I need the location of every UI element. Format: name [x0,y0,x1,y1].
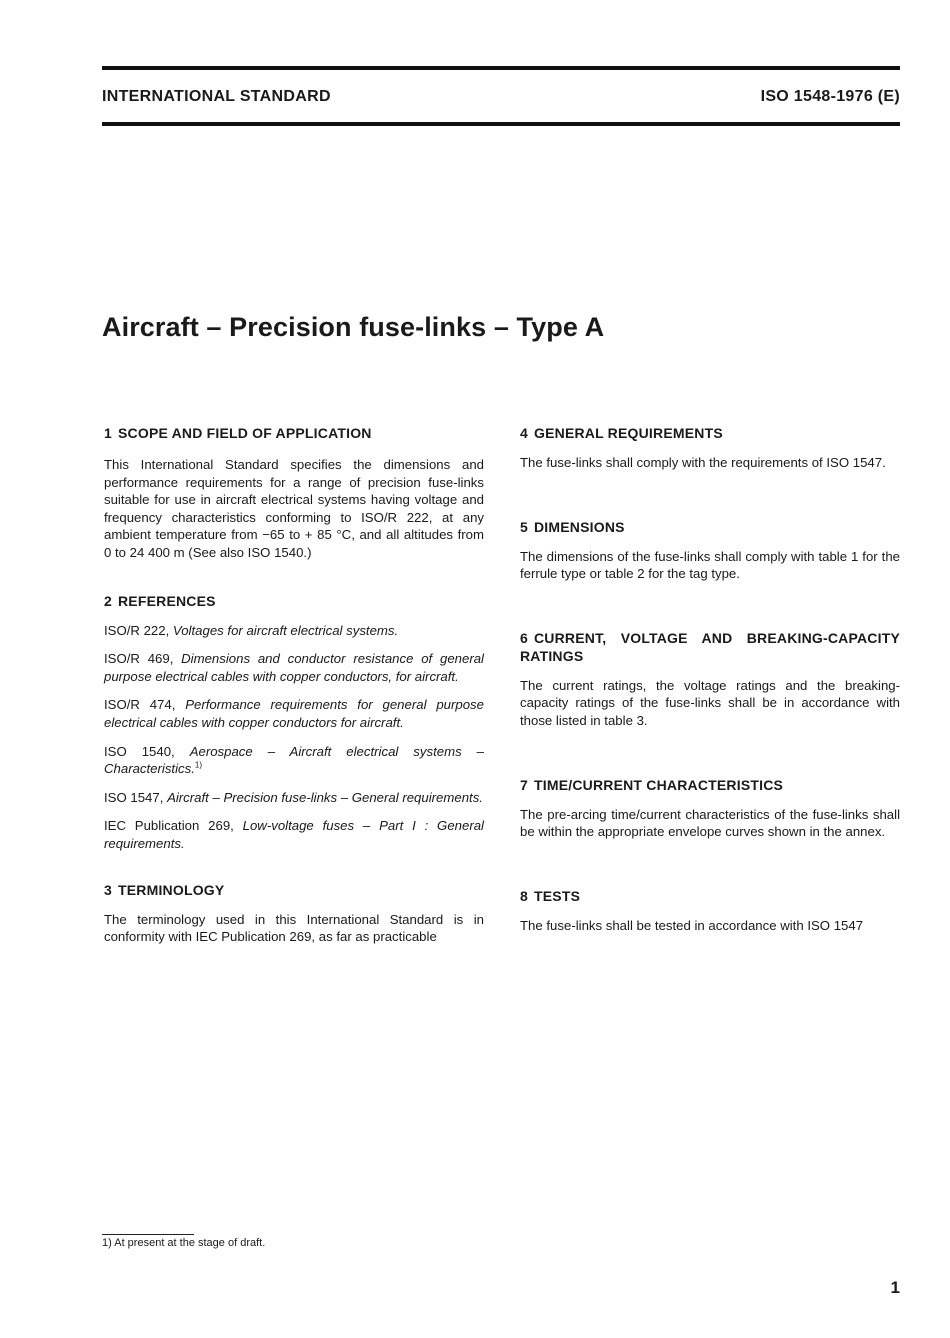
page-number: 1 [890,1278,900,1297]
footnote: 1) At present at the stage of draft. [102,1237,266,1249]
right-column [520,424,900,934]
header-rule-top [102,66,900,70]
header-rule-bottom [102,122,900,126]
section-body: The fuse-links shall comply with the requirements of ISO 1547. [520,455,886,470]
section-heading: 7 TIME/CURRENT CHARACTERISTICS [520,776,784,793]
reference-item: ISO 1547, Aircraft – Precision fuse-links – General requirements. [104,789,483,805]
section-references [104,592,484,853]
section-heading: 8 TESTS [520,887,581,904]
reference-item: ISO/R 474, Performance requirements for general purpose electrical cables with copper conductors for aircraft. [104,697,484,730]
footnote-marker: 1) [194,760,202,770]
section-body: The terminology used in this International Standard is in conformity with IEC Publication 269, as far as practicable [104,911,484,945]
reference-item: ISO/R 469, Dimensions and conductor resistance of general purpose electrical cables with copper conductors, for aircraft. [104,651,484,684]
section-heading: 5 DIMENSIONS [520,518,625,535]
section-ratings [520,629,900,730]
section-body: The fuse-links shall be tested in accordance with ISO 1547 [520,917,864,933]
section-heading: 3 TERMINOLOGY [104,881,225,898]
header-standard-label: INTERNATIONAL STANDARD [102,88,331,105]
section-heading: 1 SCOPE AND FIELD OF APPLICATION [104,425,372,441]
reference-item: ISO/R 222, Voltages for aircraft electrical systems. [104,622,399,638]
section-body: The dimensions of the fuse-links shall comply with table 1 for the ferrule type or table 2 for the tag type. [520,548,900,582]
section-heading: 2 REFERENCES [104,592,216,609]
document-title: Aircraft – Precision fuse-links – Type A [102,312,605,342]
left-column [104,424,484,946]
section-heading: 6 CURRENT, VOLTAGE AND BREAKING-CAPACITY RATINGS [520,629,900,664]
reference-item: IEC Publication 269, Low-voltage fuses – Part I : General requirements. [104,818,484,851]
section-terminology [104,881,484,946]
section-general-requirements [520,424,900,472]
section-heading: 4 GENERAL REQUIREMENTS [520,425,723,441]
section-dimensions [520,518,900,583]
footnote-rule [102,1234,194,1235]
section-tests [520,887,900,935]
section-time-current [520,776,900,841]
section-scope [104,424,484,562]
section-body: This International Standard specifies the dimensions and performance requirements for a range of precision fuse-links suitable for use in aircraft electrical systems having voltage and frequency characteristics conforming to ISO/R 222, at any ambient temperature from −65 to + 85 °C, and all altitudes from 0 to 24 400 m (See also ISO 1540.) [104,457,484,560]
reference-item: ISO 1540, Aerospace – Aircraft electrical systems – Characteristics.$^{1)}$ [104,743,484,777]
section-body: The current ratings, the voltage ratings and the breaking-capacity ratings of the fuse-links shall be in accordance with those listed in table 3. [520,677,900,728]
section-body: The pre-arcing time/current characteristics of the fuse-links shall be within the appropriate envelope curves shown in the annex. [520,806,900,840]
header-standard-number: ISO 1548-1976 (E) [760,88,900,105]
